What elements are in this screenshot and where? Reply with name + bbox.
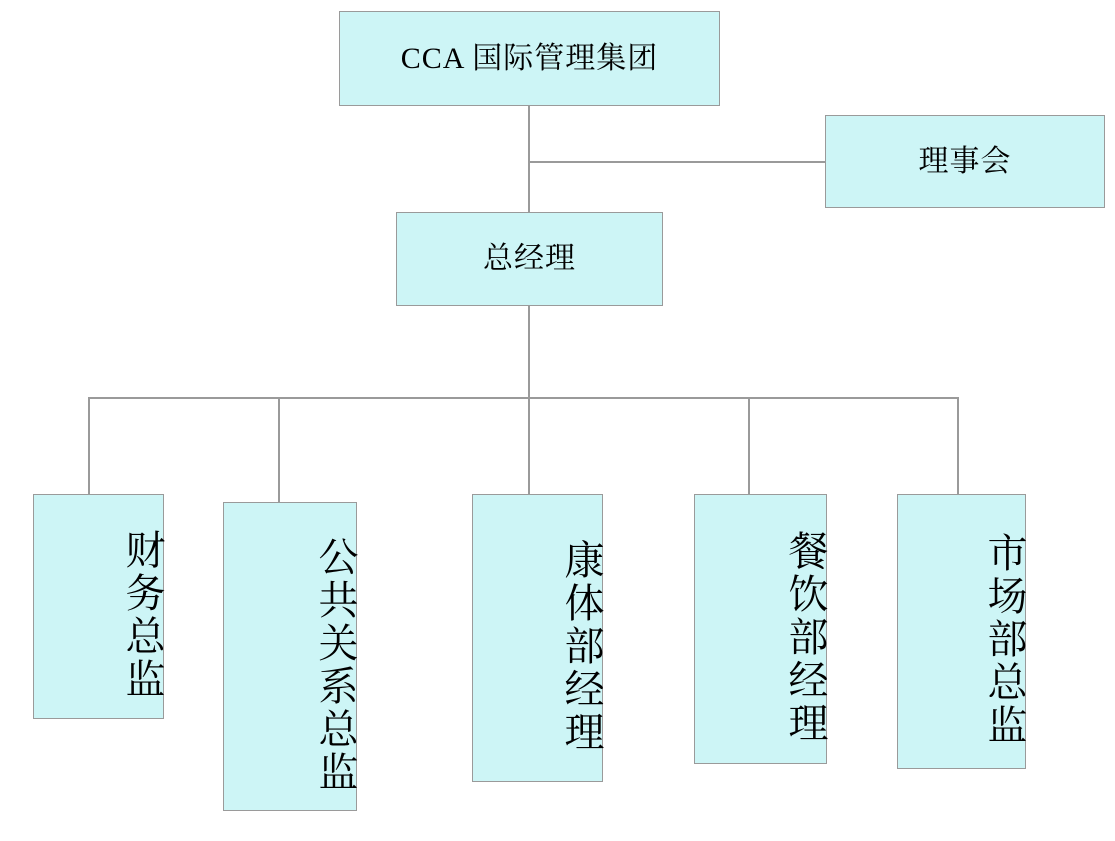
node-public-relations-director[interactable]: 公共关系总监 <box>223 502 357 811</box>
node-finance-director[interactable]: 财务总监 <box>33 494 164 719</box>
node-recreation-manager[interactable]: 康体部经理 <box>472 494 603 782</box>
connector-bus-horizontal <box>88 397 958 399</box>
node-board[interactable]: 理事会 <box>825 115 1105 208</box>
connector-bus-to-catering <box>748 397 750 496</box>
node-group[interactable]: CCA 国际管理集团 <box>339 11 720 106</box>
node-catering-manager[interactable]: 餐饮部经理 <box>694 494 827 764</box>
node-general-manager[interactable]: 总经理 <box>396 212 663 306</box>
connector-group-to-gm <box>528 105 530 213</box>
connector-bus-to-pr <box>278 397 280 503</box>
connector-group-to-board <box>528 161 826 163</box>
connector-bus-to-finance <box>88 397 90 496</box>
node-marketing-director[interactable]: 市场部总监 <box>897 494 1026 769</box>
connector-bus-to-marketing <box>957 397 959 496</box>
connector-bus-to-recreation <box>528 397 530 496</box>
connector-gm-to-bus <box>528 305 530 398</box>
